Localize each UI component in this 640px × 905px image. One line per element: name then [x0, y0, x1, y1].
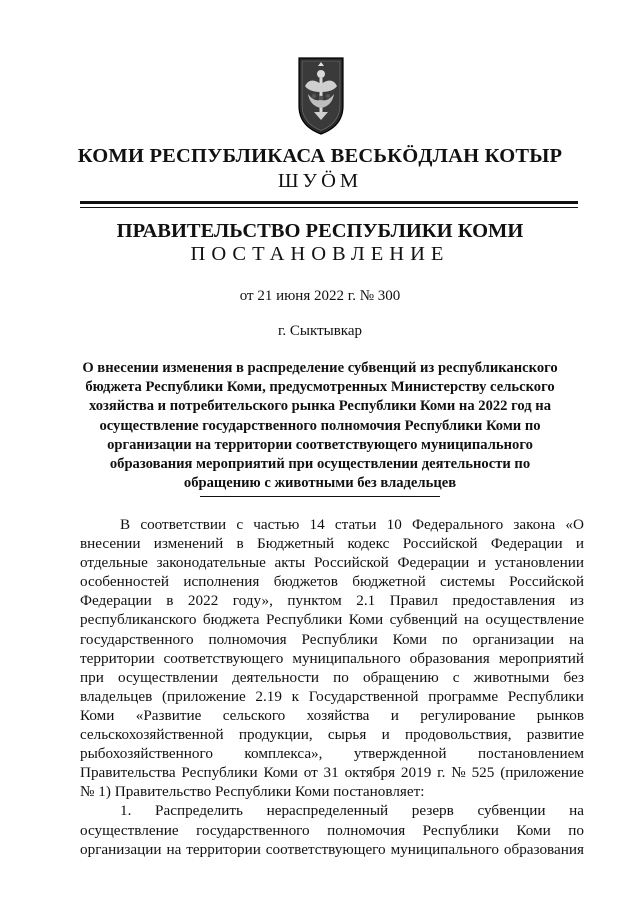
body-word: Российской — [313, 554, 389, 572]
body-word: Республики — [266, 611, 343, 629]
body-word: Федерации — [397, 554, 470, 572]
body-word: хозяйства — [306, 706, 370, 724]
body-word: бюджетной — [352, 573, 426, 591]
body-word: Республики — [301, 630, 378, 648]
body-word: владельцев — [80, 687, 153, 705]
body-word: особенностей — [80, 573, 170, 591]
body-line — [80, 610, 584, 629]
body-word: субвенций — [389, 611, 458, 629]
body-word: осуществлении — [117, 668, 218, 686]
body-word: обращению — [362, 668, 439, 686]
subject-line: бюджета Республики Коми, предусмотренных Министерству сельского — [85, 379, 555, 396]
body-word: «О — [565, 516, 584, 533]
body-word: № — [451, 764, 466, 782]
header-divider-thin — [80, 207, 578, 208]
body-word: территории — [80, 649, 155, 667]
body-word: и — [390, 706, 399, 724]
body-word: и — [477, 554, 487, 572]
body-word: системы — [440, 573, 495, 591]
body-word: на — [569, 802, 584, 820]
subject-line: хозяйства и потребительского рынка Республики Коми на 2022 год на — [89, 398, 551, 415]
body-word: развитие — [526, 726, 584, 744]
body-word: Правил — [389, 592, 438, 610]
body-word: исполнения — [183, 573, 260, 591]
body-word: с — [236, 516, 244, 533]
body-word: сельского — [222, 706, 286, 724]
body-line — [80, 591, 584, 610]
body-word: на — [464, 611, 479, 629]
body-word: к — [291, 687, 300, 705]
body-word: Бюджетный — [257, 535, 335, 553]
body-word: 525 — [471, 764, 495, 782]
body-word: Коми — [263, 764, 298, 782]
body-word: на — [166, 840, 182, 858]
body-word: бюджета — [202, 611, 260, 629]
body-line — [80, 725, 584, 744]
body-word: г. — [437, 764, 446, 782]
body-word: полномочия — [208, 630, 287, 648]
document-date-number: от 21 июня 2022 г. № 300 — [239, 288, 401, 304]
subject-line: О внесении изменения в распределение субвенций из республиканского — [82, 360, 558, 376]
body-word: 2019 — [400, 764, 432, 782]
subject-line: обращению с животными без владельцев — [183, 475, 457, 492]
body-line — [80, 668, 584, 687]
body-word: программе — [428, 687, 499, 705]
body-word: 31 — [323, 764, 339, 782]
body-line — [80, 553, 584, 572]
body-word: статьи — [334, 516, 377, 533]
body-word: республиканского — [80, 611, 197, 629]
body-word: акты — [274, 554, 306, 572]
body-word: рыбохозяйственного — [80, 745, 213, 763]
subject-line: осуществление государственного полномочия Республики Коми по — [99, 417, 541, 434]
body-word: резерв — [411, 802, 454, 820]
body-word: рынков — [536, 706, 584, 724]
body-word: муниципального — [292, 649, 401, 667]
body-word: 14 — [309, 516, 325, 533]
body-word: Российской — [402, 535, 478, 553]
body-word: В — [120, 516, 131, 533]
body-line — [80, 649, 584, 668]
body-word: 1. — [120, 802, 132, 820]
body-word: Федерации — [80, 592, 152, 610]
document-type: ПОСТАНОВЛЕНИЕ — [190, 243, 450, 265]
body-word: Государственной — [308, 687, 419, 705]
body-word: сельскохозяйственной — [80, 726, 224, 744]
body-word: году», — [232, 592, 273, 610]
body-word: при — [80, 668, 104, 686]
body-word: субвенции — [477, 802, 546, 820]
body-word: частью — [253, 516, 300, 533]
body-word: животными — [473, 668, 550, 686]
body-word: образования — [409, 649, 490, 667]
body-word: пунктом — [287, 592, 342, 610]
body-word: деятельности — [232, 668, 320, 686]
document-city: г. Сыктывкар — [277, 323, 363, 339]
body-word: в — [236, 535, 244, 553]
document-subject — [0, 359, 640, 493]
body-word: организации — [80, 840, 162, 858]
body-word: (приложение — [500, 764, 584, 782]
body-word: и — [381, 726, 390, 744]
body-word: изменений — [153, 535, 224, 553]
komi-document-type: ШУӦМ — [277, 170, 363, 192]
body-line — [80, 515, 584, 534]
body-word: установлении — [494, 554, 584, 572]
body-word: комплекса», — [244, 745, 323, 763]
komi-coat-of-arms-icon — [296, 54, 346, 137]
body-word: осуществление — [80, 821, 179, 839]
body-word: без — [563, 668, 584, 686]
body-line — [80, 630, 584, 649]
body-word: «Развитие — [135, 706, 202, 724]
body-word: кодекс — [347, 535, 390, 553]
body-word: с — [452, 668, 460, 686]
body-word: Правительства — [80, 764, 176, 782]
body-word: Коми — [392, 630, 428, 648]
body-word: в — [166, 592, 174, 610]
body-word: полномочия — [327, 821, 406, 839]
body-line — [80, 763, 584, 782]
body-word: муниципального — [390, 840, 499, 858]
body-word: отдельные — [80, 554, 148, 572]
body-word: 2022 — [187, 592, 219, 610]
body-word: Коми — [80, 706, 115, 724]
body-word: продовольствия, — [404, 726, 512, 744]
body-word: Коми — [348, 611, 384, 629]
body-word: утвержденной — [353, 745, 447, 763]
body-word: 2.19 — [255, 687, 282, 705]
subject-line: организации на территории соответствующего муниципального — [107, 436, 533, 453]
body-word: 10 — [386, 516, 402, 533]
body-line — [80, 687, 584, 706]
body-word: сырья — [327, 726, 367, 744]
subject-line: образования мероприятий при осуществлении деятельности по — [109, 456, 531, 473]
document-body — [80, 515, 584, 859]
body-word: осуществление — [485, 611, 584, 629]
body-word: государственного — [80, 630, 194, 648]
body-line — [80, 744, 584, 763]
body-word: закона — [513, 516, 556, 533]
header-divider-thick — [80, 201, 578, 204]
body-word: Республики — [507, 687, 584, 705]
body-word: государственного — [196, 821, 310, 839]
subject-divider — [200, 496, 440, 497]
body-word: территории — [186, 840, 261, 858]
body-word: Российской — [509, 573, 584, 591]
body-word: предоставления — [452, 592, 556, 610]
body-word: организации — [472, 630, 555, 648]
body-word: регулирование — [420, 706, 516, 724]
body-line — [80, 534, 584, 553]
body-word: Распределить — [155, 802, 243, 820]
body-line — [80, 801, 584, 820]
body-line — [80, 572, 584, 591]
body-line — [80, 840, 584, 859]
body-word: по — [441, 630, 458, 648]
government-name: ПРАВИТЕЛЬСТВО РЕСПУБЛИКИ КОМИ — [116, 220, 524, 242]
body-word: бюджетов — [273, 573, 338, 591]
body-word: от — [303, 764, 318, 782]
body-word: на — [569, 630, 584, 648]
body-word: постановлением — [477, 745, 584, 763]
body-word: (приложение — [161, 687, 246, 705]
body-word: 2.1 — [356, 592, 376, 610]
body-word: Республики — [422, 821, 499, 839]
body-word: № 1) Правительство Республики Коми постановляет: — [80, 783, 425, 801]
body-word: продукции, — [238, 726, 313, 744]
body-word: из — [569, 592, 584, 610]
body-word: Коми — [516, 821, 551, 839]
body-word: по — [568, 821, 584, 839]
body-word: Федерации — [490, 535, 563, 553]
komi-government-name: КОМИ РЕСПУБЛИКАСА ВЕСЬКӦДЛАН КОТЫР — [77, 145, 563, 167]
body-word: по — [333, 668, 349, 686]
body-word: образования — [503, 840, 584, 858]
body-word: нераспределенный — [266, 802, 389, 820]
body-word: внесении — [80, 535, 141, 553]
body-line — [80, 782, 584, 801]
body-word: Федерального — [412, 516, 504, 533]
body-word: мероприятий — [498, 649, 584, 667]
body-line — [80, 706, 584, 725]
body-word: октября — [344, 764, 396, 782]
body-word: Республики — [181, 764, 258, 782]
body-line — [80, 821, 584, 840]
body-word: законодательные — [156, 554, 266, 572]
body-word: соответствующего — [163, 649, 284, 667]
body-word: соответствии — [140, 516, 227, 533]
body-word: соответствующего — [265, 840, 386, 858]
body-word: и — [575, 535, 584, 553]
